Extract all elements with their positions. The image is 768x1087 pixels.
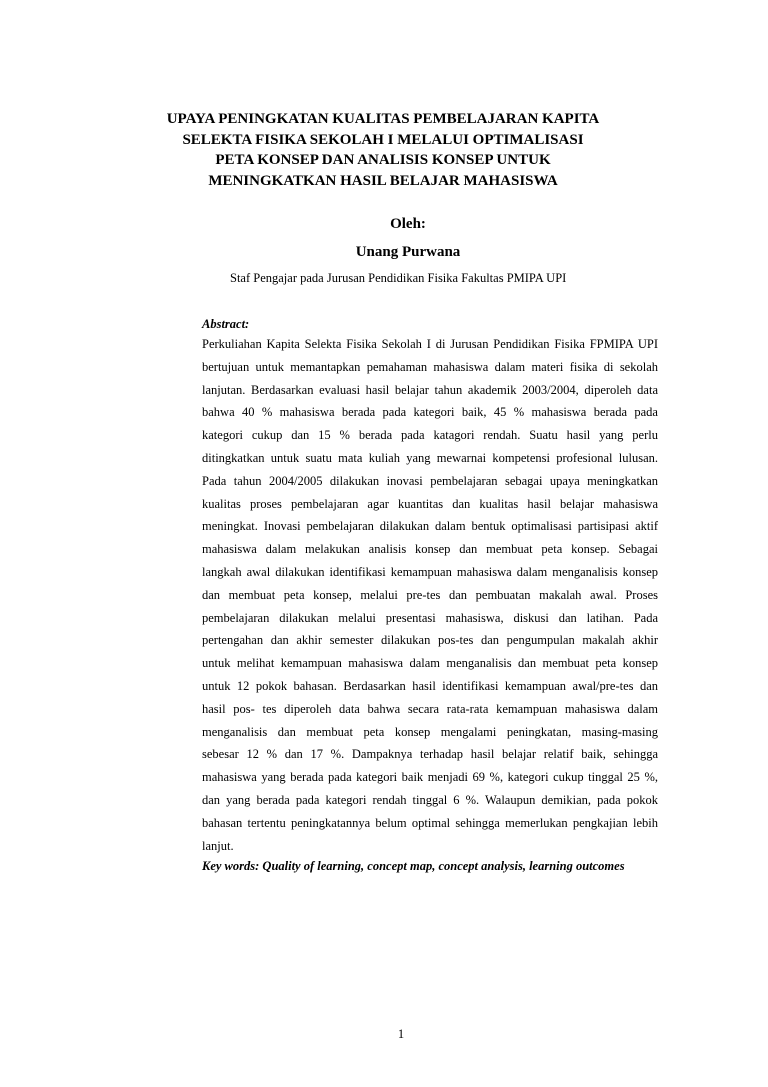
abstract-line: bahwa 40 % mahasiswa berada pada kategori baik, 45 % mahasiswa berada pada bbox=[202, 405, 658, 420]
abstract-line: pembelajaran dilakukan melalui presentasi mahasiswa, diskusi dan latihan. Pada bbox=[202, 610, 658, 625]
title-line: MENINGKATKAN HASIL BELAJAR MAHASISWA bbox=[208, 172, 558, 189]
abstract-line: sebesar 12 % dan 17 %. Dampaknya terhadap hasil belajar relatif baik, sehingga bbox=[202, 747, 658, 762]
abstract-line: dan membuat peta konsep, melalui pre-tes dan pembuatan makalah awal. Proses bbox=[202, 587, 658, 602]
page-number: 1 bbox=[397, 1027, 405, 1041]
abstract-line: pertengahan dan akhir semester dilakukan pos-tes dan pengumpulan makalah akhir bbox=[202, 633, 658, 648]
abstract-line: untuk 12 pokok bahasan. Berdasarkan hasil identifikasi kemampuan awal/pre-tes dan bbox=[202, 678, 658, 693]
abstract-line: Perkuliahan Kapita Selekta Fisika Sekolah I di Jurusan Pendidikan Fisika FPMIPA UPI bbox=[202, 337, 658, 351]
title-line: SELEKTA FISIKA SEKOLAH I MELALUI OPTIMALISASI bbox=[182, 131, 584, 148]
abstract-body bbox=[202, 333, 658, 857]
abstract-line: lanjut. bbox=[202, 838, 234, 853]
abstract-line: untuk melihat kemampuan mahasiswa dalam menganalisis dan membuat peta konsep bbox=[202, 656, 658, 671]
abstract-line: Pada tahun 2004/2005 dilakukan inovasi pembelajaran sebagai upaya meningkatkan bbox=[202, 473, 658, 488]
abstract-line: menganalisis dan membuat peta konsep mengalami peningkatan, masing-masing bbox=[202, 724, 658, 739]
keywords: Key words: Quality of learning, concept map, concept analysis, learning outcomes bbox=[202, 859, 625, 873]
abstract-line: mahasiswa dalam melakukan analisis konsep dan membuat peta konsep. Sebagai bbox=[202, 542, 658, 557]
abstract-line: meningkat. Inovasi pembelajaran dilakukan dalam bentuk optimalisasi partisipasi aktif bbox=[202, 519, 658, 534]
abstract-line: kategori cukup dan 15 % berada pada katagori rendah. Suatu hasil yang perlu bbox=[202, 428, 658, 443]
abstract-line: ditingkatkan untuk suatu mata kuliah yang mewarnai kompetensi profesional lulusan. bbox=[202, 450, 658, 465]
title-line: PETA KONSEP DAN ANALISIS KONSEP UNTUK bbox=[215, 152, 551, 168]
title-line: UPAYA PENINGKATAN KUALITAS PEMBELAJARAN KAPITA bbox=[166, 111, 600, 127]
abstract-line: bertujuan untuk memantapkan pemahaman mahasiswa dalam materi fisika di sekolah bbox=[202, 359, 658, 374]
author-name: Unang Purwana bbox=[355, 244, 461, 260]
abstract-line: langkah awal dilakukan identifikasi kemampuan mahasiswa dalam menganalisis konsep bbox=[202, 564, 658, 579]
abstract-line: hasil pos- tes diperoleh data bahwa secara rata-rata kemampuan mahasiswa dalam bbox=[202, 701, 658, 716]
abstract-line: lanjutan. Berdasarkan evaluasi hasil belajar tahun akademik 2003/2004, diperoleh data bbox=[202, 382, 658, 397]
abstract-line: dan yang berada pada kategori rendah tinggal 6 %. Walaupun demikian, pada pokok bbox=[202, 792, 658, 807]
paper-title bbox=[150, 109, 616, 191]
abstract-heading: Abstract: bbox=[202, 317, 250, 331]
abstract-line: bahasan tertentu peningkatannya belum optimal sehingga memerlukan pengkajian lebih bbox=[202, 815, 658, 830]
abstract-line: mahasiswa yang berada pada kategori baik menjadi 69 %, kategori cukup tinggal 25 %, bbox=[202, 770, 658, 785]
author-affiliation: Staf Pengajar pada Jurusan Pendidikan Fisika Fakultas PMIPA UPI bbox=[230, 271, 567, 285]
abstract-line: kualitas proses pembelajaran agar kuantitas dan kualitas hasil belajar mahasiswa bbox=[202, 496, 658, 511]
byline-label: Oleh: bbox=[390, 216, 426, 232]
